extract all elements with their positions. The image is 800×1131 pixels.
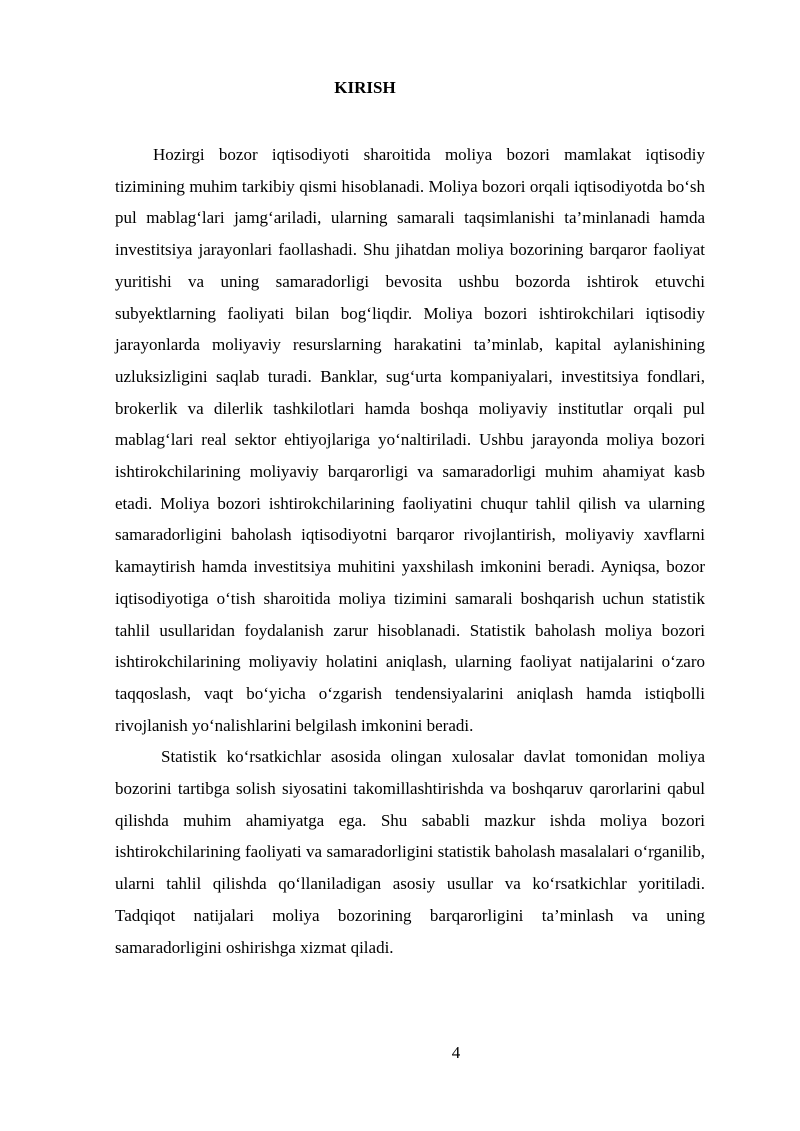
- paragraph-conclusion: Statistik ko‘rsatkichlar asosida olingan xulosalar davlat tomonidan moliya bozorini tartibga solish siyosatini takomillashtirishda va boshqaruv qarorlarini qabul qilishda muhim ahamiyatga ega. Shu sababli mazkur ishda moliya bozori ishtirokchilarining faoliyati va samaradorligini statistik baholash masalalari o‘rganilib, ularni tahlil qilishda qo‘llaniladigan asosiy usullar va ko‘rsatkichlar yoritiladi. Tadqiqot natijalari moliya bozorining barqarorligini ta’minlash va uning samaradorligini oshirishga xizmat qiladi.: [115, 747, 705, 957]
- body-text: [115, 139, 705, 963]
- paragraph-intro: Hozirgi bozor iqtisodiyoti sharoitida moliya bozori mamlakat iqtisodiy tizimining muhim tarkibiy qismi hisoblanadi. Moliya bozori orqali iqtisodiyotda bo‘sh pul mablag‘lari jamg‘ariladi, ularning samarali taqsimlanishi ta’minlanadi hamda investitsiya jarayonlari faollashadi. Shu jihatdan moliya bozorining barqaror faoliyat yuritishi va uning samaradorligi bevosita ushbu bozorda ishtirok etuvchi subyektlarning faoliyati bilan bog‘liqdir. Moliya bozori ishtirokchilari iqtisodiy jarayonlarda moliyaviy resurslarning harakatini ta’minlab, kapital aylanishining uzluksizligini saqlab turadi. Banklar, sug‘urta kompaniyalari, investitsiya fondlari, brokerlik va dilerlik tashkilotlari hamda boshqa moliyaviy institutlar orqali pul mablag‘lari real sektor ehtiyojlariga yo‘naltiriladi. Ushbu jarayonda moliya bozori ishtirokchilarining moliyaviy barqarorligi va samaradorligi muhim ahamiyat kasb etadi. Moliya bozori ishtirokchilarining faoliyatini chuqur tahlil qilish va ularning samaradorligini baholash iqtisodiyotni barqaror rivojlantirish, moliyaviy xavflarni kamaytirish hamda investitsiya muhitini yaxshilash imkonini beradi. Ayniqsa, bozor iqtisodiyotiga o‘tish sharoitida moliya tizimini samarali boshqarish uchun statistik tahlil usullaridan foydalanish zarur hisoblanadi. Statistik baholash moliya bozori ishtirokchilarining moliyaviy holatini aniqlash, ularning faoliyat natijalarini o‘zaro taqqoslash, vaqt bo‘yicha o‘zgarish tendensiyalarini aniqlash hamda istiqbolli rivojlanish yo‘nalishlarini belgilash imkonini beradi.: [115, 145, 705, 735]
- page-number: 4: [451, 1043, 461, 1062]
- page-title: KIRISH: [334, 78, 396, 97]
